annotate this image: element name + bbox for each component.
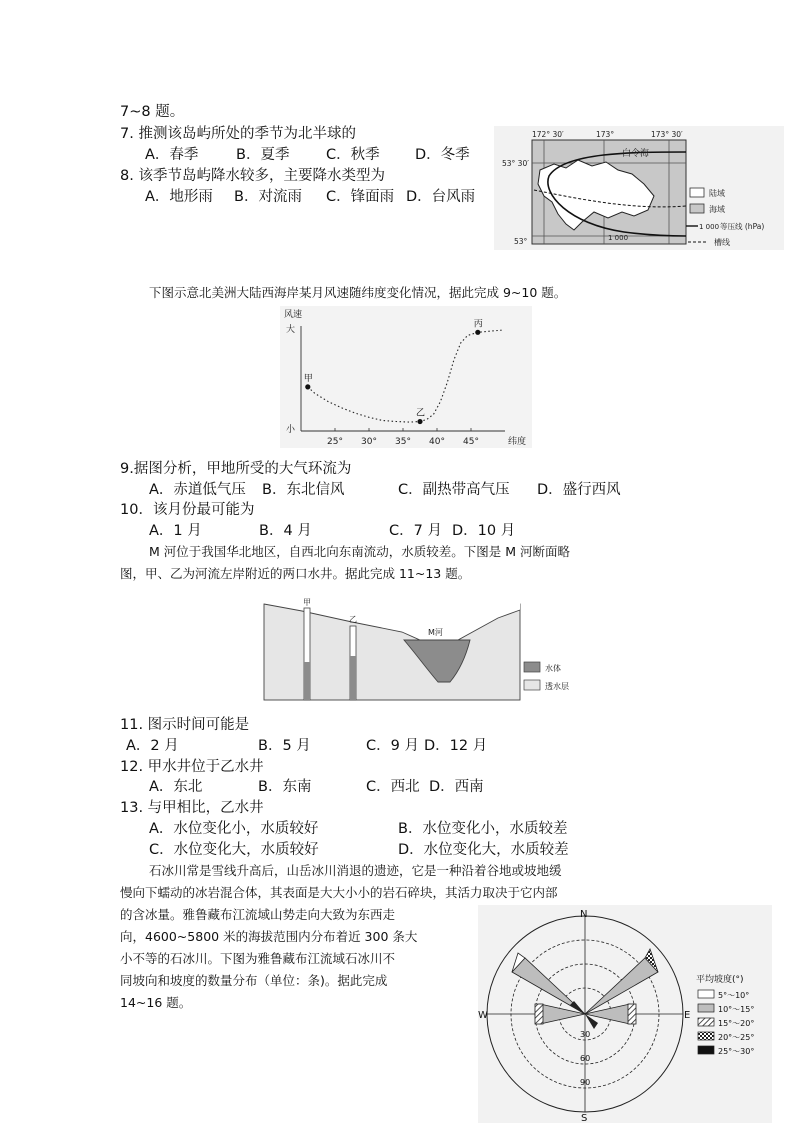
y-min-label: 小 bbox=[286, 425, 296, 435]
dir-south: S bbox=[581, 1113, 588, 1123]
q11-option-d[interactable]: D．12 月 bbox=[424, 738, 488, 754]
q9-option-a[interactable]: A．赤道低气压 bbox=[149, 482, 246, 498]
x-tick-label: 40° bbox=[429, 437, 445, 447]
x-tick-label: 45° bbox=[463, 437, 479, 447]
q8-option-b[interactable]: B．对流雨 bbox=[234, 189, 302, 205]
intro-14-16-line4: 向，4600~5800 米的海拔范围内分布着近 300 条大 bbox=[120, 929, 418, 944]
legend-permeable-layer: 透水层 bbox=[545, 682, 569, 691]
intro-11-13-line2: 图，甲、乙为河流左岸附近的两口水井。据此完成 11~13 题。 bbox=[120, 566, 471, 581]
intro-9-10: 下图示意北美洲大陆西海岸某月风速随纬度变化情况，据此完成 9~10 题。 bbox=[149, 285, 567, 300]
data-point bbox=[475, 330, 480, 335]
lon-label-2: 173° bbox=[596, 130, 615, 139]
sea-name: 白令海 bbox=[622, 149, 650, 159]
intro-14-16-line1: 石冰川常是雪线升高后，山岳冰川消退的遗迹，它是一种沿着谷地或坡地缓 bbox=[149, 863, 562, 878]
dir-east: E bbox=[684, 1010, 691, 1021]
river-section-figure bbox=[262, 598, 582, 702]
q9-option-b[interactable]: B．东北信风 bbox=[262, 482, 345, 498]
well-yi-label: 乙 bbox=[349, 615, 357, 624]
q13-option-a[interactable]: A．水位变化小，水质较好 bbox=[149, 821, 319, 837]
q12-stem: 12. 甲水井位于乙水井 bbox=[120, 759, 264, 775]
lon-label-1: 172° 30′ bbox=[532, 130, 564, 139]
lat-label-1: 53° 30′ bbox=[502, 159, 529, 168]
data-point-label: 甲 bbox=[303, 373, 313, 384]
q12-option-a[interactable]: A．东北 bbox=[149, 779, 203, 795]
q11-option-b[interactable]: B．5 月 bbox=[258, 738, 311, 754]
legend-sea: 海域 bbox=[709, 205, 725, 214]
q10-option-d[interactable]: D．10 月 bbox=[452, 523, 516, 539]
q8-option-c[interactable]: C．锋面雨 bbox=[326, 189, 395, 205]
data-point-label: 乙 bbox=[416, 408, 426, 419]
legend-isobar: 等压线 (hPa) bbox=[720, 222, 765, 231]
river-label: M河 bbox=[428, 628, 443, 637]
intro-11-13-line1: M 河位于我国华北地区，自西北向东南流动，水质较差。下图是 M 河断面略 bbox=[149, 544, 570, 559]
q13-stem: 13. 与甲相比，乙水井 bbox=[120, 800, 264, 816]
dir-west: W bbox=[478, 1010, 488, 1021]
q9-option-d[interactable]: D．盛行西风 bbox=[537, 482, 621, 498]
q8-option-d[interactable]: D．台风雨 bbox=[406, 189, 476, 205]
q13-option-b[interactable]: B．水位变化小，水质较差 bbox=[398, 821, 568, 837]
ring-label-60: 60 bbox=[580, 1054, 591, 1063]
intro-14-16-line2: 慢向下蠕动的冰岩混合体，其表面是大大小小的岩石碎块，其活力取决于它内部 bbox=[120, 885, 558, 900]
legend-slope-3: 15°～20° bbox=[718, 1019, 755, 1028]
legend-slope-1: 5°～10° bbox=[718, 991, 750, 1000]
x-tick-label: 35° bbox=[395, 437, 411, 447]
legend-trough: 槽线 bbox=[714, 238, 730, 247]
intro-14-16-line6: 同坡向和坡度的数量分布（单位：条)。据此完成 bbox=[120, 973, 388, 988]
legend-title: 平均坡度(°) bbox=[696, 975, 744, 985]
q9-option-c[interactable]: C．副热带高气压 bbox=[398, 482, 510, 498]
x-tick-label: 30° bbox=[361, 437, 377, 447]
q8-option-a[interactable]: A．地形雨 bbox=[145, 189, 213, 205]
x-axis-label: 纬度 bbox=[508, 437, 527, 447]
lon-label-3: 173° 30′ bbox=[651, 130, 683, 139]
ring-label-90: 90 bbox=[580, 1078, 591, 1087]
y-max-label: 大 bbox=[286, 325, 296, 335]
q10-option-c[interactable]: C．7 月 bbox=[389, 523, 442, 539]
data-point bbox=[417, 419, 422, 424]
q12-option-c[interactable]: C．西北 bbox=[366, 779, 420, 795]
legend-land: 陆域 bbox=[709, 189, 725, 198]
q11-option-a[interactable]: A．2 月 bbox=[126, 738, 179, 754]
legend-water: 水体 bbox=[545, 664, 561, 673]
intro-14-16-line3: 的含冰量。雅鲁藏布江流域山势走向大致为东西走 bbox=[120, 907, 396, 922]
legend-slope-4: 20°～25° bbox=[718, 1033, 755, 1042]
q13-option-c[interactable]: C．水位变化大，水质较好 bbox=[149, 842, 319, 858]
q7-option-a[interactable]: A．春季 bbox=[145, 147, 199, 163]
q7-option-b[interactable]: B．夏季 bbox=[236, 147, 290, 163]
q10-stem: 10．该月份最可能为 bbox=[120, 502, 255, 518]
q10-option-a[interactable]: A．1 月 bbox=[149, 523, 202, 539]
ring-label-30: 30 bbox=[580, 1030, 591, 1039]
q8-stem: 8. 该季节岛屿降水较多，主要降水类型为 bbox=[120, 168, 385, 184]
wind-speed-chart bbox=[280, 306, 532, 448]
rock-glacier-rose-diagram bbox=[478, 905, 772, 1123]
q10-option-b[interactable]: B．4 月 bbox=[259, 523, 312, 539]
dir-north: N bbox=[580, 909, 588, 920]
q11-option-c[interactable]: C．9 月 bbox=[366, 738, 419, 754]
legend-slope-5: 25°～30° bbox=[718, 1047, 755, 1056]
q7-option-d[interactable]: D．冬季 bbox=[415, 147, 470, 163]
q13-option-d[interactable]: D．水位变化大，水质较差 bbox=[398, 842, 569, 858]
legend-slope-2: 10°～15° bbox=[718, 1005, 755, 1014]
q7-stem: 7. 推测该岛屿所处的季节为北半球的 bbox=[120, 126, 356, 142]
q7-option-c[interactable]: C．秋季 bbox=[326, 147, 380, 163]
data-point bbox=[305, 384, 310, 389]
q12-option-d[interactable]: D．西南 bbox=[429, 779, 484, 795]
intro-14-16-line7: 14~16 题。 bbox=[120, 995, 192, 1010]
q12-option-b[interactable]: B．东南 bbox=[258, 779, 312, 795]
intro-7-8: 7~8 题。 bbox=[120, 104, 185, 120]
legend-isobar-prefix: 1 000 bbox=[699, 223, 720, 231]
intro-14-16-line5: 小不等的石冰川。下图为雅鲁藏布江流域石冰川不 bbox=[120, 951, 396, 966]
x-tick-label: 25° bbox=[327, 437, 343, 447]
lat-label-2: 53° bbox=[514, 237, 528, 246]
q9-stem: 9.据图分析，甲地所受的大气环流为 bbox=[120, 461, 352, 477]
data-point-label: 丙 bbox=[473, 319, 483, 330]
well-jia-label: 甲 bbox=[303, 598, 311, 607]
isobar-value: 1 000 bbox=[608, 234, 629, 242]
q11-stem: 11. 图示时间可能是 bbox=[120, 717, 250, 733]
y-axis-label: 风速 bbox=[284, 310, 303, 320]
island-pressure-map bbox=[494, 126, 784, 250]
